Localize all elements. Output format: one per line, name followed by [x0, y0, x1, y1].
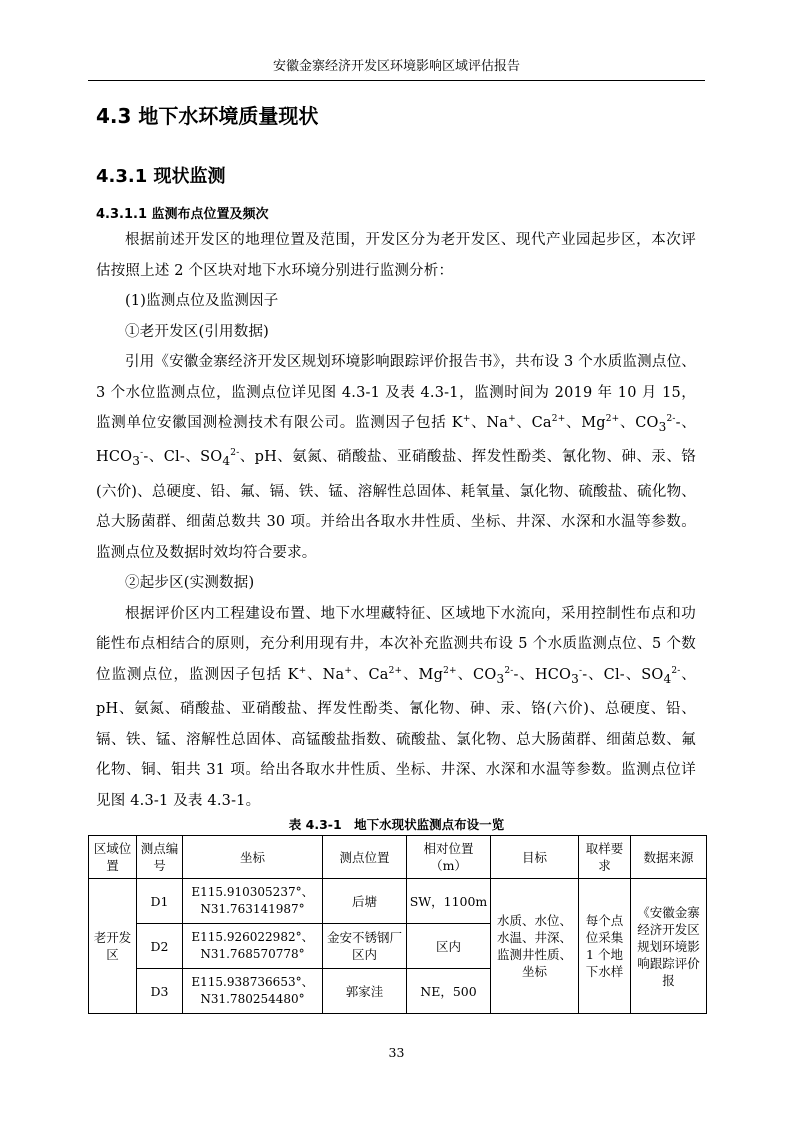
- section-heading: 4.3 地下水环境质量现状: [96, 104, 319, 128]
- coordinate-cell: E115.926022982°、 N31.768570778°: [183, 924, 323, 969]
- paragraph-start-zone: 根据评价区内工程建设布置、地下水埋藏特征、区域地下水流向，采用控制性布点和功能性布点相结合的原则，充分利用现有井，本次补充监测共布设 5 个水质监测点位、5 个数位监测点位，监测因子包括 K+、Na+、$Ca^{2+}$、$Mg^{2+}$、$CO_3^{2-}-$、$HCO_3^--$、Cl-、$SO_4^{2-}$、pH、氨氮、硝酸盐、亚硝酸盐、挥发性酚类、氰化物、砷、汞、铬(六价)、总硬度、铅、镉、铁、锰、溶解性总固体、高锰酸盐指数、硫酸盐、氯化物、总大肠菌群、细菌总数、氟化物、铜、钼共 31 项。给出各取水井性质、坐标、井深、水深和水温等参数。监测点位详见图 4.3-1 及表 4.3-1。: [96, 605, 696, 809]
- page-number: 33: [388, 1045, 405, 1060]
- paragraph-old-zone: 引用《安徽金寨经济开发区规划环境影响跟踪评价报告书》，共布设 3 个水质监测点位、3 个水位监测点位，监测点位详见图 4.3-1 及表 4.3-1，监测时间为 2019 年 10 月 15，监测单位安徽国测检测技术有限公司。监测因子包括 K+、Na+、$Ca^{2+}$、$Mg^{2+}$、$CO_3^{2-}-$、$HCO_3^--$、Cl-、$SO_4^{2-}$、pH、氨氮、硝酸盐、亚硝酸盐、挥发性酚类、氰化物、砷、汞、铬(六价)、总硬度、铅、氟、镉、铁、锰、溶解性总固体、耗氧量、氯化物、硫酸盐、硫化物、总大肠菌群、细菌总数共 30 项。并给出各取水井性质、坐标、井深、水深和水温等参数。监测点位及数据时效均符合要求。: [96, 354, 697, 561]
- paragraph-monitoring-points: (1)监测点位及监测因子: [125, 293, 279, 309]
- relative-position-cell: NE，500: [407, 969, 491, 1014]
- body-text: [96, 225, 696, 816]
- point-id-cell: D2: [137, 924, 183, 969]
- header-point-id: 测点编号: [137, 836, 183, 879]
- subsubsection-heading: 4.3.1.1 监测布点位置及频次: [96, 207, 269, 222]
- site-cell: 金安不锈钢厂区内: [323, 924, 407, 969]
- header-target: 目标: [491, 836, 579, 879]
- subsection-heading: 4.3.1 现状监测: [96, 166, 226, 187]
- area-cell: 老开发区: [89, 879, 137, 1014]
- point-id-cell: D1: [137, 879, 183, 924]
- relative-position-cell: SW，1100m: [407, 879, 491, 924]
- header-site: 测点位置: [323, 836, 407, 879]
- coordinate-cell: E115.910305237°、 N31.763141987°: [183, 879, 323, 924]
- paragraph-old-zone-title: ①老开发区(引用数据): [125, 323, 270, 340]
- point-id-cell: D3: [137, 969, 183, 1014]
- data-source-cell: 《安徽金寨经济开发区规划环境影响跟踪评价报: [631, 879, 707, 1014]
- header-sampling: 取样要求: [579, 836, 631, 879]
- relative-position-cell: 区内: [407, 924, 491, 969]
- site-cell: 后塘: [323, 879, 407, 924]
- table-header-row: [89, 836, 707, 879]
- table-caption: 表 4.3-1 地下水现状监测点布设一览: [288, 817, 505, 832]
- header-data-source: 数据来源: [631, 836, 707, 879]
- coordinate-cell: E115.938736653°、 N31.780254480°: [183, 969, 323, 1014]
- target-cell: 水质、水位、水温、井深、监测井性质、坐标: [491, 879, 579, 1014]
- table-row: [89, 879, 707, 924]
- page-header: 安徽金寨经济开发区环境影响区域评估报告: [272, 59, 520, 74]
- sampling-cell: 每个点位采集 1 个地下水样: [579, 879, 631, 1014]
- header-divider: [88, 80, 705, 81]
- header-coordinates: 坐标: [183, 836, 323, 879]
- paragraph-start-zone-title: ②起步区(实测数据): [125, 575, 255, 592]
- paragraph-intro: 根据前述开发区的地理位置及范围，开发区分为老开发区、现代产业园起步区，本次评估按照上述 2 个区块对地下水环境分别进行监测分析：: [96, 232, 696, 279]
- header-area: 区域位置: [89, 836, 137, 879]
- site-cell: 郭家洼: [323, 969, 407, 1014]
- header-relative-position: 相对位置（m）: [407, 836, 491, 879]
- monitoring-points-table: [88, 835, 707, 1014]
